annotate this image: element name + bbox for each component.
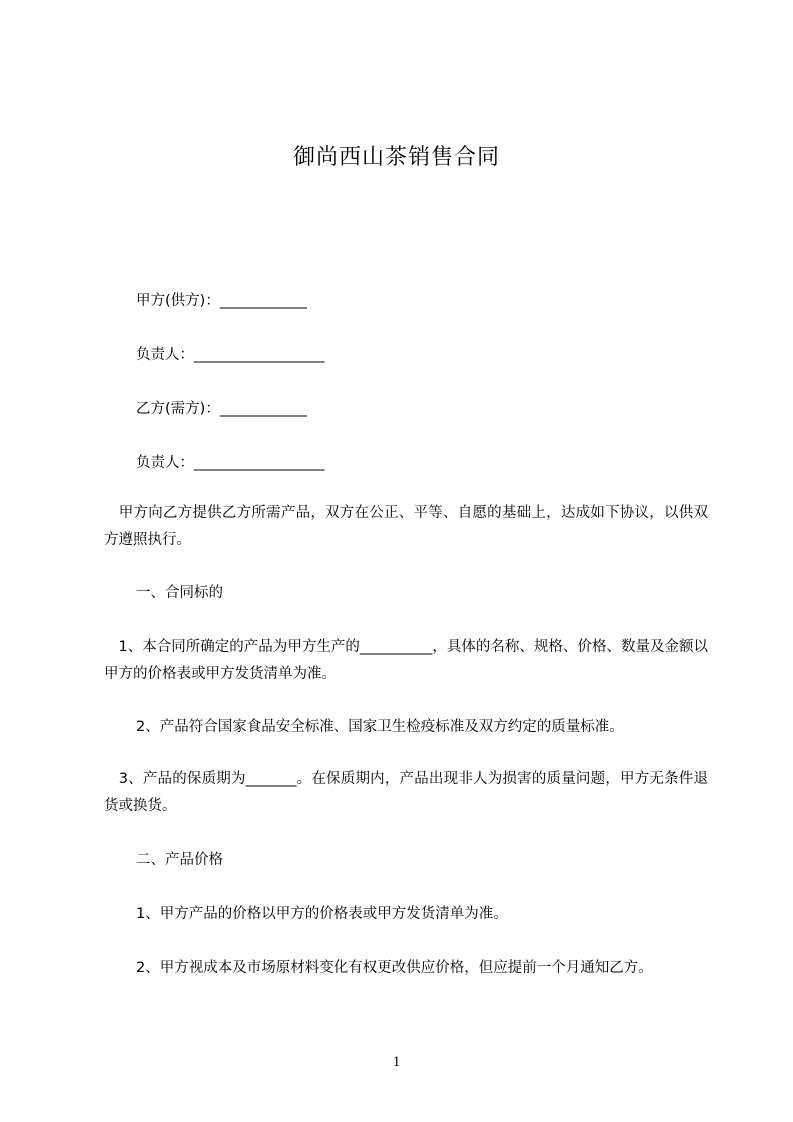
section-2-heading: 二、产品价格 [136, 852, 223, 868]
party-a-representative-line: 负责人：__________________ [136, 347, 325, 363]
section-2-item-2: 2、甲方视成本及市场原材料变化有权更改供应价格，但应提前一个月通知乙方。 [136, 960, 653, 976]
page-number: 1 [392, 1054, 401, 1070]
intro-paragraph: 甲方向乙方提供乙方所需产品，双方在公正、平等、自愿的基础上，达成如下协议，以供双方遵照执行。 [104, 505, 708, 548]
party-b-line: 乙方(需方)：____________ [136, 401, 307, 417]
section-2-item-1: 1、甲方产品的价格以甲方的价格表或甲方发货清单为准。 [136, 906, 508, 922]
document-title: 御尚西山茶销售合同 [292, 145, 500, 170]
party-b-representative-line: 负责人：__________________ [136, 455, 325, 471]
section-1-item-1: 1、本合同所确定的产品为甲方生产的__________，具体的名称、规格、价格、数量及金额以甲方的价格表或甲方发货清单为准。 [104, 639, 708, 682]
section-1-item-2: 2、产品符合国家食品安全标准、国家卫生检疫标准及双方约定的质量标准。 [136, 719, 624, 735]
party-a-line: 甲方(供方)：____________ [136, 293, 307, 309]
section-1-item-3: 3、产品的保质期为_______。在保质期内，产品出现非人为损害的质量问题，甲方无条件退货或换货。 [104, 771, 708, 814]
section-1-heading: 一、合同标的 [136, 585, 223, 601]
